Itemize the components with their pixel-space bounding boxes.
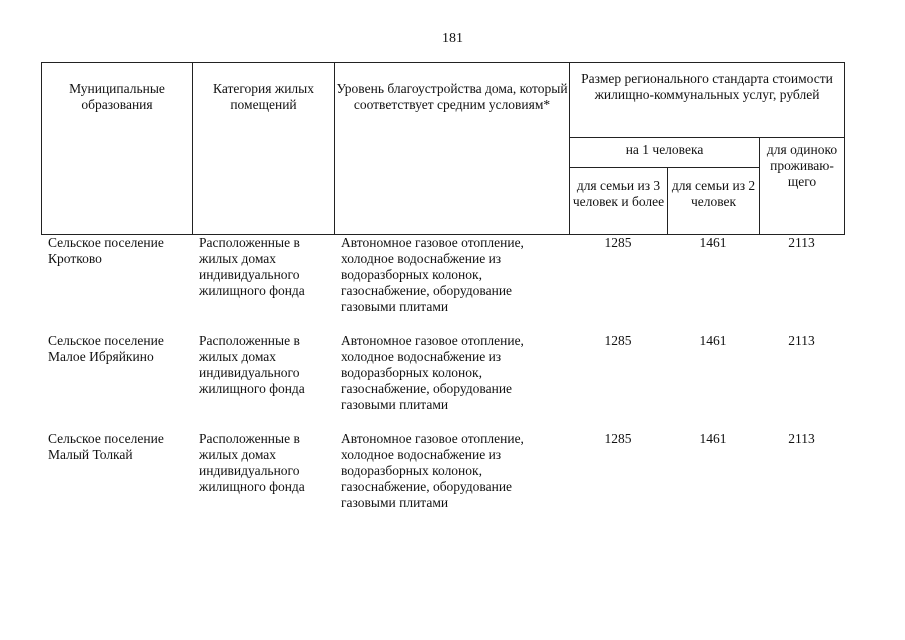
row-municipality: Сельское поселение Малый Толкай: [48, 431, 164, 462]
table-body: [41, 235, 844, 529]
row-category: Расположенные в жилых домах индивидуального жилищного фонда: [199, 235, 305, 298]
page-number: 181: [442, 31, 463, 46]
table-row: [41, 235, 844, 333]
row-level: Автономное газовое отопление, холодное водоснабжение из водоразборных колонок, газоснабжение, оборудование газовыми плитами: [341, 431, 524, 510]
row-municipality: Сельское поселение Малое Ибряйкино: [48, 333, 164, 364]
row-family3: 1285: [604, 235, 632, 250]
row-single: 2113: [788, 333, 815, 348]
header-single: для одиноко проживаю-щего: [760, 138, 845, 235]
row-level: Автономное газовое отопление, холодное водоснабжение из водоразборных колонок, газоснабжение, оборудование газовыми плитами: [341, 333, 524, 412]
row-category: Расположенные в жилых домах индивидуального жилищного фонда: [199, 333, 305, 396]
row-category: Расположенные в жилых домах индивидуального жилищного фонда: [199, 431, 305, 494]
header-per-person: на 1 человека: [570, 138, 760, 168]
row-single: 2113: [788, 235, 815, 250]
header-category: Категория жилых помещений: [193, 63, 335, 235]
header-family3: для семьи из 3 человек и более: [570, 168, 668, 235]
row-family3: 1285: [604, 333, 632, 348]
header-level: Уровень благоустройства дома, который соответствует средним условиям*: [335, 63, 570, 235]
table-row: [41, 333, 844, 431]
row-family2: 1461: [699, 431, 727, 446]
row-family2: 1461: [699, 333, 727, 348]
table-header: [41, 62, 845, 235]
header-size-title: Размер регионального стандарта стоимости жилищно-коммунальных услуг, рублей: [570, 63, 845, 138]
table-row: [41, 431, 844, 529]
header-municipality: Муниципальные образования: [42, 63, 193, 235]
row-level: Автономное газовое отопление, холодное водоснабжение из водоразборных колонок, газоснабжение, оборудование газовыми плитами: [341, 235, 524, 314]
row-family2: 1461: [699, 235, 727, 250]
row-family3: 1285: [604, 431, 632, 446]
row-municipality: Сельское поселение Кротково: [48, 235, 164, 266]
header-family2: для семьи из 2 человек: [668, 168, 760, 235]
row-single: 2113: [788, 431, 815, 446]
